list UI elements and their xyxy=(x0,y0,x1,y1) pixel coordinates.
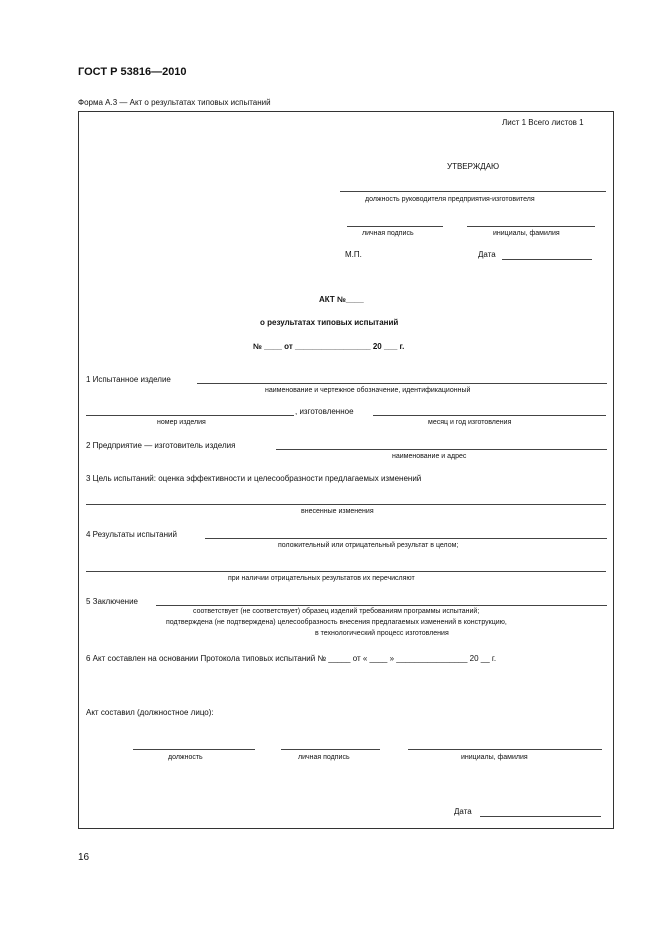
item-5-hint-3: в технологический процесс изготовления xyxy=(315,630,449,637)
act-number-line: № ____ от _________________ 20 ___ г. xyxy=(253,342,405,351)
compiled-signature: личная подпись xyxy=(298,754,350,761)
item-4-label: 4 Результаты испытаний xyxy=(86,530,177,539)
item-1-line xyxy=(197,383,607,384)
approve-date-line xyxy=(502,259,592,260)
item-2-hint: наименование и адрес xyxy=(392,453,467,460)
item-6-label: 6 Акт составлен на основании Протокола типовых испытаний № _____ от « ____ » ________________ 20 __ г. xyxy=(86,654,497,663)
act-subtitle: о результатах типовых испытаний xyxy=(260,318,399,327)
initials-line xyxy=(467,226,595,227)
approve-title: УТВЕРЖДАЮ xyxy=(447,162,500,171)
compiled-position-line xyxy=(133,749,255,750)
act-title: АКТ №____ xyxy=(319,295,364,304)
compiled-date-line xyxy=(480,816,601,817)
form-caption: Форма А.3 — Акт о результатах типовых испытаний xyxy=(78,98,271,107)
item-2-label: 2 Предприятие — изготовитель изделия xyxy=(86,441,236,450)
signature-line xyxy=(347,226,443,227)
compiled-label: Акт составил (должностное лицо): xyxy=(86,708,214,717)
compiled-initials-line xyxy=(408,749,602,750)
standard-header: ГОСТ Р 53816—2010 xyxy=(78,66,187,78)
initials-label: инициалы, фамилия xyxy=(493,230,560,237)
item-1-label: 1 Испытанное изделие xyxy=(86,375,171,384)
item-5-hint-1: соответствует (не соответствует) образец изделий требованиям программы испытаний; xyxy=(193,608,480,615)
compiled-position: должность xyxy=(168,754,203,761)
item-3-hint: внесенные изменения xyxy=(301,508,374,515)
signature-label: личная подпись xyxy=(362,230,414,237)
item-5-line xyxy=(156,605,607,606)
item-1-hint: наименование и чертежное обозначение, идентификационный xyxy=(265,387,471,394)
position-line xyxy=(340,191,606,192)
approve-date-label: Дата xyxy=(478,250,496,259)
act-form-frame xyxy=(78,111,614,829)
item-4-line-2 xyxy=(86,571,606,572)
item-4-hint: положительный или отрицательный результат в целом; xyxy=(278,542,459,549)
item-4-line xyxy=(205,538,607,539)
item-3-label: 3 Цель испытаний: оценка эффективности и целесообразности предлагаемых изменений xyxy=(86,474,422,483)
sheet-info: Лист 1 Всего листов 1 xyxy=(502,118,584,127)
item-5-hint-2: подтверждена (не подтверждена) целесообразность внесения предлагаемых изменений в конструкцию, xyxy=(166,619,507,626)
item-1-date-line xyxy=(373,415,606,416)
item-1-made: , изготовленное xyxy=(295,407,354,416)
item-2-line xyxy=(276,449,607,450)
position-label: должность руководителя предприятия-изготовителя xyxy=(365,196,535,203)
page-number: 16 xyxy=(78,852,90,863)
item-4-hint-2: при наличии отрицательных результатов их перечисляют xyxy=(228,575,415,582)
item-3-line xyxy=(86,504,606,505)
compiled-date-label: Дата xyxy=(454,807,472,816)
compiled-signature-line xyxy=(281,749,380,750)
item-1-hint-date: месяц и год изготовления xyxy=(428,419,512,426)
stamp-label: М.П. xyxy=(345,250,362,259)
compiled-initials: инициалы, фамилия xyxy=(461,754,528,761)
item-1-hint-number: номер изделия xyxy=(157,419,206,426)
item-5-label: 5 Заключение xyxy=(86,597,138,606)
item-1-number-line xyxy=(86,415,294,416)
